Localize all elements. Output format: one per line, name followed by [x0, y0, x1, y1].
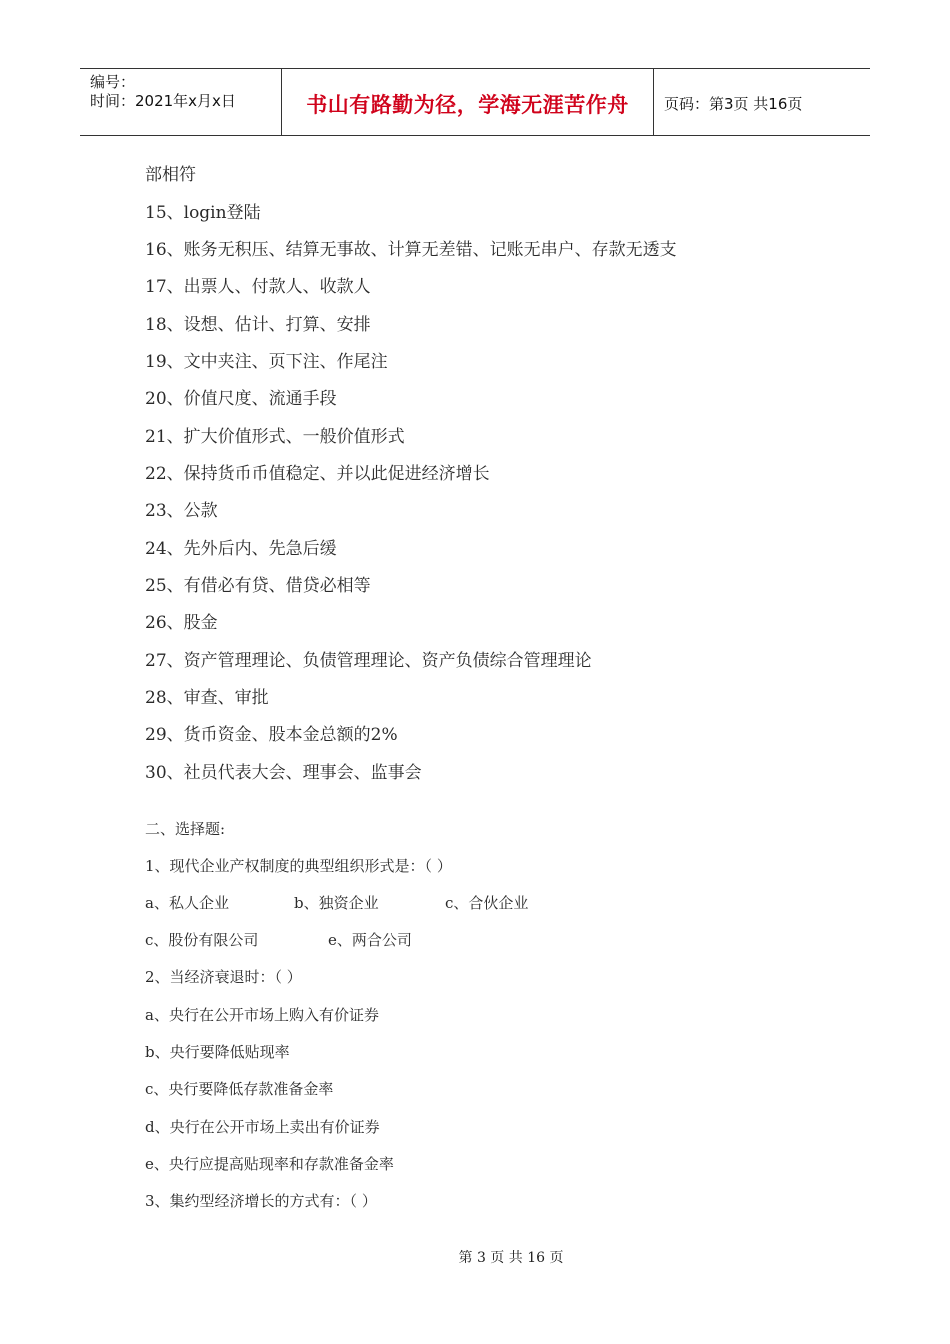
option-c: c、合伙企业: [445, 894, 529, 912]
option-line: b、央行要降低贴现率: [145, 1043, 290, 1061]
answer-line: 19、文中夹注、页下注、作尾注: [145, 352, 388, 372]
answer-line: 16、账务无积压、结算无事故、计算无差错、记账无串户、存款无透支: [145, 240, 677, 260]
answer-line: 20、价值尺度、流通手段: [145, 389, 337, 409]
option-e: e、两合公司: [328, 931, 412, 949]
answer-line: 15、login登陆: [145, 203, 261, 223]
answer-line: 17、出票人、付款人、收款人: [145, 277, 371, 297]
question-1: 1、现代企业产权制度的典型组织形式是：（ ）: [145, 857, 452, 875]
option-c2: c、股份有限公司: [145, 931, 259, 949]
section-title: 二、选择题:: [145, 820, 226, 838]
answer-line: 29、货币资金、股本金总额的2%: [145, 725, 398, 745]
header-motto: 书山有路勤为径，学海无涯苦作舟: [282, 69, 654, 135]
header-page-info: 页码：第3页 共16页: [664, 94, 803, 113]
answer-line: 30、社员代表大会、理事会、监事会: [145, 763, 422, 783]
question-2: 2、当经济衰退时：（ ）: [145, 968, 302, 986]
number-label: 编号：: [90, 73, 136, 91]
option-line: e、央行应提高贴现率和存款准备金率: [145, 1155, 394, 1173]
answer-line: 22、保持货币币值稳定、并以此促进经济增长: [145, 464, 490, 484]
option-b: b、独资企业: [294, 894, 379, 912]
answer-line: 25、有借必有贷、借贷必相等: [145, 576, 371, 596]
time-label: 时间：2021年x月x日: [90, 92, 236, 110]
answer-line: 24、先外后内、先急后缓: [145, 539, 337, 559]
answer-line: 21、扩大价值形式、一般价值形式: [145, 427, 405, 447]
question-3: 3、集约型经济增长的方式有：（ ）: [145, 1192, 377, 1210]
option-line: d、央行在公开市场上卖出有价证券: [145, 1118, 380, 1136]
answer-line: 23、公款: [145, 501, 218, 521]
answer-line: 18、设想、估计、打算、安排: [145, 315, 371, 335]
option-a: a、私人企业: [145, 894, 229, 912]
answer-line: 27、资产管理理论、负债管理理论、资产负债综合管理理论: [145, 651, 592, 671]
header-meta: [80, 69, 282, 135]
page-header: [80, 68, 870, 136]
page-footer: 第 3 页 共 16 页: [458, 1250, 564, 1266]
answer-line: 26、股金: [145, 613, 218, 633]
option-line: a、央行在公开市场上购入有价证券: [145, 1006, 379, 1024]
answer-line: 28、审查、审批: [145, 688, 269, 708]
option-line: c、央行要降低存款准备金率: [145, 1080, 334, 1098]
answer-line: 部相符: [145, 165, 196, 185]
